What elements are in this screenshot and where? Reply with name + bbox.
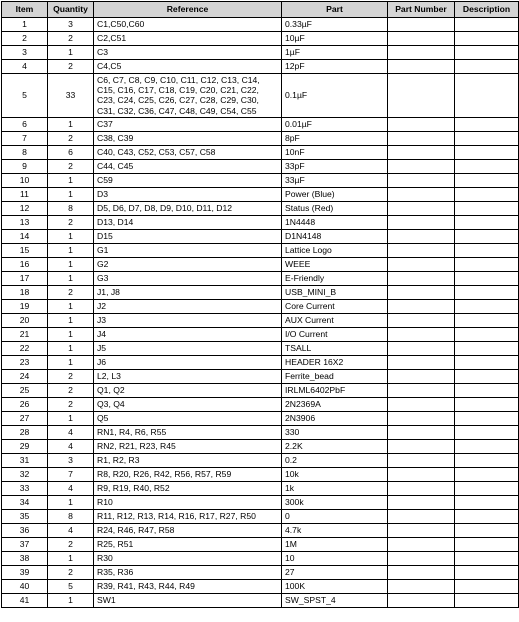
reference-cell: R35, R36 xyxy=(94,565,282,579)
table-row xyxy=(2,131,519,145)
item-cell: 38 xyxy=(2,551,48,565)
description-cell xyxy=(455,481,519,495)
item-cell: 11 xyxy=(2,187,48,201)
part-number-cell xyxy=(388,313,455,327)
part-number-cell xyxy=(388,467,455,481)
description-cell xyxy=(455,299,519,313)
item-cell: 3 xyxy=(2,46,48,60)
part-number-cell xyxy=(388,285,455,299)
reference-cell: R25, R51 xyxy=(94,537,282,551)
item-cell: 37 xyxy=(2,537,48,551)
part-number-cell xyxy=(388,509,455,523)
item-cell: 17 xyxy=(2,271,48,285)
reference-cell: C37 xyxy=(94,117,282,131)
item-cell: 20 xyxy=(2,313,48,327)
reference-cell: R8, R20, R26, R42, R56, R57, R59 xyxy=(94,467,282,481)
reference-cell: C2,C51 xyxy=(94,32,282,46)
quantity-cell: 7 xyxy=(48,467,94,481)
item-cell: 8 xyxy=(2,145,48,159)
description-cell xyxy=(455,313,519,327)
table-row xyxy=(2,383,519,397)
part-number-cell xyxy=(388,369,455,383)
part-cell: 0 xyxy=(282,509,388,523)
part-cell: E-Friendly xyxy=(282,271,388,285)
item-cell: 15 xyxy=(2,243,48,257)
part-number-cell xyxy=(388,173,455,187)
item-header: Item xyxy=(2,2,48,18)
part-cell: 12pF xyxy=(282,60,388,74)
item-cell: 5 xyxy=(2,74,48,118)
quantity-cell: 1 xyxy=(48,341,94,355)
part-cell: Power (Blue) xyxy=(282,187,388,201)
table-row xyxy=(2,257,519,271)
part-number-cell xyxy=(388,32,455,46)
item-cell: 33 xyxy=(2,481,48,495)
quantity-cell: 1 xyxy=(48,187,94,201)
item-cell: 1 xyxy=(2,18,48,32)
item-cell: 36 xyxy=(2,523,48,537)
part-cell: 10k xyxy=(282,467,388,481)
table-row xyxy=(2,593,519,607)
quantity-cell: 5 xyxy=(48,579,94,593)
part-number-header: Part Number xyxy=(388,2,455,18)
part-number-cell xyxy=(388,327,455,341)
item-cell: 32 xyxy=(2,467,48,481)
part-number-cell xyxy=(388,425,455,439)
reference-cell: C38, C39 xyxy=(94,131,282,145)
table-row xyxy=(2,187,519,201)
part-cell: 4.7k xyxy=(282,523,388,537)
quantity-cell: 1 xyxy=(48,271,94,285)
reference-cell: R1, R2, R3 xyxy=(94,453,282,467)
quantity-cell: 33 xyxy=(48,74,94,118)
reference-cell: Q1, Q2 xyxy=(94,383,282,397)
part-cell: 0.1µF xyxy=(282,74,388,118)
reference-cell: C4,C5 xyxy=(94,60,282,74)
quantity-cell: 2 xyxy=(48,159,94,173)
reference-cell: J1, J8 xyxy=(94,285,282,299)
part-cell: 1N4448 xyxy=(282,215,388,229)
part-cell: 2N2369A xyxy=(282,397,388,411)
part-number-cell xyxy=(388,383,455,397)
table-row xyxy=(2,271,519,285)
quantity-cell: 1 xyxy=(48,229,94,243)
quantity-cell: 1 xyxy=(48,299,94,313)
part-number-cell xyxy=(388,243,455,257)
description-cell xyxy=(455,74,519,118)
description-cell xyxy=(455,453,519,467)
part-cell: 8pF xyxy=(282,131,388,145)
part-cell: 1M xyxy=(282,537,388,551)
reference-cell: C3 xyxy=(94,46,282,60)
reference-cell: R30 xyxy=(94,551,282,565)
table-row xyxy=(2,341,519,355)
table-row xyxy=(2,117,519,131)
item-cell: 39 xyxy=(2,565,48,579)
reference-cell: J4 xyxy=(94,327,282,341)
description-cell xyxy=(455,201,519,215)
reference-cell: R9, R19, R40, R52 xyxy=(94,481,282,495)
part-cell: USB_MINI_B xyxy=(282,285,388,299)
item-cell: 4 xyxy=(2,60,48,74)
quantity-cell: 2 xyxy=(48,369,94,383)
table-row xyxy=(2,313,519,327)
part-number-cell xyxy=(388,145,455,159)
quantity-cell: 1 xyxy=(48,257,94,271)
description-cell xyxy=(455,579,519,593)
part-cell: HEADER 16X2 xyxy=(282,355,388,369)
table-row xyxy=(2,495,519,509)
part-cell: Status (Red) xyxy=(282,201,388,215)
part-cell: I/O Current xyxy=(282,327,388,341)
reference-cell: D3 xyxy=(94,187,282,201)
description-cell xyxy=(455,271,519,285)
description-cell xyxy=(455,145,519,159)
item-cell: 27 xyxy=(2,411,48,425)
item-cell: 6 xyxy=(2,117,48,131)
quantity-cell: 1 xyxy=(48,495,94,509)
description-cell xyxy=(455,32,519,46)
part-number-cell xyxy=(388,593,455,607)
table-row xyxy=(2,369,519,383)
reference-cell: D13, D14 xyxy=(94,215,282,229)
description-cell xyxy=(455,187,519,201)
item-cell: 34 xyxy=(2,495,48,509)
item-cell: 19 xyxy=(2,299,48,313)
description-cell xyxy=(455,229,519,243)
description-cell xyxy=(455,565,519,579)
reference-cell: J2 xyxy=(94,299,282,313)
part-number-cell xyxy=(388,60,455,74)
description-cell xyxy=(455,537,519,551)
part-cell: 1k xyxy=(282,481,388,495)
quantity-cell: 8 xyxy=(48,201,94,215)
item-cell: 18 xyxy=(2,285,48,299)
item-cell: 40 xyxy=(2,579,48,593)
item-cell: 2 xyxy=(2,32,48,46)
table-row xyxy=(2,145,519,159)
item-cell: 24 xyxy=(2,369,48,383)
table-row xyxy=(2,201,519,215)
description-cell xyxy=(455,243,519,257)
description-cell xyxy=(455,285,519,299)
item-cell: 7 xyxy=(2,131,48,145)
part-cell: 10µF xyxy=(282,32,388,46)
item-cell: 26 xyxy=(2,397,48,411)
table-row xyxy=(2,579,519,593)
reference-cell: D5, D6, D7, D8, D9, D10, D11, D12 xyxy=(94,201,282,215)
part-number-cell xyxy=(388,355,455,369)
table-row xyxy=(2,523,519,537)
description-cell xyxy=(455,397,519,411)
part-number-cell xyxy=(388,74,455,118)
description-cell xyxy=(455,341,519,355)
quantity-cell: 2 xyxy=(48,565,94,579)
quantity-cell: 4 xyxy=(48,439,94,453)
part-number-cell xyxy=(388,565,455,579)
description-cell xyxy=(455,60,519,74)
part-cell: 300k xyxy=(282,495,388,509)
part-cell: 10 xyxy=(282,551,388,565)
table-row xyxy=(2,439,519,453)
item-cell: 41 xyxy=(2,593,48,607)
reference-cell: G1 xyxy=(94,243,282,257)
table-row xyxy=(2,32,519,46)
quantity-cell: 6 xyxy=(48,145,94,159)
quantity-cell: 2 xyxy=(48,32,94,46)
quantity-cell: 8 xyxy=(48,509,94,523)
part-number-cell xyxy=(388,257,455,271)
table-row xyxy=(2,537,519,551)
description-cell xyxy=(455,509,519,523)
part-number-cell xyxy=(388,537,455,551)
quantity-cell: 2 xyxy=(48,215,94,229)
part-number-cell xyxy=(388,453,455,467)
part-cell: IRLML6402PbF xyxy=(282,383,388,397)
item-cell: 29 xyxy=(2,439,48,453)
quantity-cell: 1 xyxy=(48,411,94,425)
table-row xyxy=(2,425,519,439)
item-cell: 23 xyxy=(2,355,48,369)
part-number-cell xyxy=(388,159,455,173)
part-number-cell xyxy=(388,18,455,32)
quantity-cell: 2 xyxy=(48,285,94,299)
reference-cell: C40, C43, C52, C53, C57, C58 xyxy=(94,145,282,159)
item-cell: 13 xyxy=(2,215,48,229)
part-number-cell xyxy=(388,551,455,565)
reference-cell: R24, R46, R47, R58 xyxy=(94,523,282,537)
description-cell xyxy=(455,173,519,187)
reference-cell: J3 xyxy=(94,313,282,327)
table-row xyxy=(2,285,519,299)
table-row xyxy=(2,411,519,425)
table-row xyxy=(2,74,519,118)
reference-cell: Q5 xyxy=(94,411,282,425)
part-number-cell xyxy=(388,201,455,215)
part-cell: 0.33µF xyxy=(282,18,388,32)
part-number-cell xyxy=(388,397,455,411)
description-cell xyxy=(455,215,519,229)
quantity-cell: 1 xyxy=(48,46,94,60)
quantity-cell: 1 xyxy=(48,313,94,327)
item-cell: 9 xyxy=(2,159,48,173)
quantity-cell: 2 xyxy=(48,537,94,551)
part-number-cell xyxy=(388,215,455,229)
description-cell xyxy=(455,425,519,439)
table-row xyxy=(2,397,519,411)
item-cell: 25 xyxy=(2,383,48,397)
description-cell xyxy=(455,551,519,565)
part-number-cell xyxy=(388,495,455,509)
quantity-cell: 1 xyxy=(48,243,94,257)
part-number-cell xyxy=(388,271,455,285)
table-row xyxy=(2,159,519,173)
part-number-cell xyxy=(388,411,455,425)
description-cell xyxy=(455,523,519,537)
description-cell xyxy=(455,257,519,271)
item-cell: 22 xyxy=(2,341,48,355)
description-cell xyxy=(455,131,519,145)
part-number-cell xyxy=(388,439,455,453)
part-number-cell xyxy=(388,523,455,537)
part-cell: 1µF xyxy=(282,46,388,60)
part-number-cell xyxy=(388,187,455,201)
quantity-cell: 3 xyxy=(48,18,94,32)
description-cell xyxy=(455,369,519,383)
table-row xyxy=(2,565,519,579)
quantity-cell: 2 xyxy=(48,60,94,74)
description-cell xyxy=(455,495,519,509)
quantity-cell: 1 xyxy=(48,173,94,187)
description-cell xyxy=(455,18,519,32)
table-row xyxy=(2,243,519,257)
quantity-cell: 2 xyxy=(48,131,94,145)
reference-cell: C59 xyxy=(94,173,282,187)
reference-cell: RN1, R4, R6, R55 xyxy=(94,425,282,439)
table-row xyxy=(2,509,519,523)
table-row xyxy=(2,215,519,229)
part-cell: 0.2 xyxy=(282,453,388,467)
part-cell: 33pF xyxy=(282,159,388,173)
part-cell: 33µF xyxy=(282,173,388,187)
quantity-cell: 4 xyxy=(48,523,94,537)
bom-table xyxy=(1,1,519,608)
part-number-cell xyxy=(388,117,455,131)
part-cell: TSALL xyxy=(282,341,388,355)
description-cell xyxy=(455,593,519,607)
table-row xyxy=(2,467,519,481)
reference-cell: RN2, R21, R23, R45 xyxy=(94,439,282,453)
description-cell xyxy=(455,117,519,131)
description-header: Description xyxy=(455,2,519,18)
reference-header: Reference xyxy=(94,2,282,18)
description-cell xyxy=(455,411,519,425)
description-cell xyxy=(455,327,519,341)
description-cell xyxy=(455,159,519,173)
part-number-cell xyxy=(388,229,455,243)
quantity-cell: 1 xyxy=(48,355,94,369)
table-row xyxy=(2,46,519,60)
header-row xyxy=(2,2,519,18)
part-cell: Ferrite_bead xyxy=(282,369,388,383)
part-cell: 27 xyxy=(282,565,388,579)
table-row xyxy=(2,60,519,74)
part-cell: AUX Current xyxy=(282,313,388,327)
description-cell xyxy=(455,467,519,481)
reference-cell: R11, R12, R13, R14, R16, R17, R27, R50 xyxy=(94,509,282,523)
part-cell: 2.2K xyxy=(282,439,388,453)
part-cell: WEEE xyxy=(282,257,388,271)
table-row xyxy=(2,229,519,243)
reference-cell: C44, C45 xyxy=(94,159,282,173)
description-cell xyxy=(455,355,519,369)
description-cell xyxy=(455,46,519,60)
part-number-cell xyxy=(388,481,455,495)
part-cell: 330 xyxy=(282,425,388,439)
table-row xyxy=(2,173,519,187)
table-row xyxy=(2,453,519,467)
part-cell: SW_SPST_4 xyxy=(282,593,388,607)
quantity-cell: 4 xyxy=(48,481,94,495)
description-cell xyxy=(455,439,519,453)
part-cell: 100K xyxy=(282,579,388,593)
reference-cell: C1,C50,C60 xyxy=(94,18,282,32)
reference-cell: J5 xyxy=(94,341,282,355)
item-cell: 28 xyxy=(2,425,48,439)
part-cell: 0.01µF xyxy=(282,117,388,131)
part-cell: 2N3906 xyxy=(282,411,388,425)
part-header: Part xyxy=(282,2,388,18)
reference-cell: C6, C7, C8, C9, C10, C11, C12, C13, C14, C15, C16, C17, C18, C19, C20, C21, C22, C23, C24, C25, C26, C27, C28, C29, C30, C31, C32, C36, C47, C48, C49, C54, C55 xyxy=(94,74,282,118)
part-number-cell xyxy=(388,341,455,355)
item-cell: 16 xyxy=(2,257,48,271)
item-cell: 12 xyxy=(2,201,48,215)
table-row xyxy=(2,18,519,32)
quantity-cell: 4 xyxy=(48,425,94,439)
table-row xyxy=(2,355,519,369)
table-row xyxy=(2,327,519,341)
reference-cell: G3 xyxy=(94,271,282,285)
part-cell: 10nF xyxy=(282,145,388,159)
table-row xyxy=(2,299,519,313)
item-cell: 31 xyxy=(2,453,48,467)
table-row xyxy=(2,481,519,495)
part-number-cell xyxy=(388,579,455,593)
quantity-cell: 1 xyxy=(48,117,94,131)
part-number-cell xyxy=(388,299,455,313)
item-cell: 10 xyxy=(2,173,48,187)
item-cell: 21 xyxy=(2,327,48,341)
part-cell: Lattice Logo xyxy=(282,243,388,257)
part-cell: Core Current xyxy=(282,299,388,313)
reference-cell: J6 xyxy=(94,355,282,369)
reference-cell: R10 xyxy=(94,495,282,509)
part-number-cell xyxy=(388,46,455,60)
reference-cell: D15 xyxy=(94,229,282,243)
part-number-cell xyxy=(388,131,455,145)
quantity-cell: 1 xyxy=(48,327,94,341)
quantity-cell: 2 xyxy=(48,397,94,411)
bom-body xyxy=(2,18,519,608)
quantity-header: Quantity xyxy=(48,2,94,18)
reference-cell: R39, R41, R43, R44, R49 xyxy=(94,579,282,593)
reference-cell: SW1 xyxy=(94,593,282,607)
reference-cell: G2 xyxy=(94,257,282,271)
item-cell: 35 xyxy=(2,509,48,523)
reference-cell: Q3, Q4 xyxy=(94,397,282,411)
quantity-cell: 1 xyxy=(48,551,94,565)
quantity-cell: 1 xyxy=(48,593,94,607)
table-row xyxy=(2,551,519,565)
quantity-cell: 2 xyxy=(48,383,94,397)
reference-cell: L2, L3 xyxy=(94,369,282,383)
description-cell xyxy=(455,383,519,397)
quantity-cell: 3 xyxy=(48,453,94,467)
item-cell: 14 xyxy=(2,229,48,243)
part-cell: D1N4148 xyxy=(282,229,388,243)
